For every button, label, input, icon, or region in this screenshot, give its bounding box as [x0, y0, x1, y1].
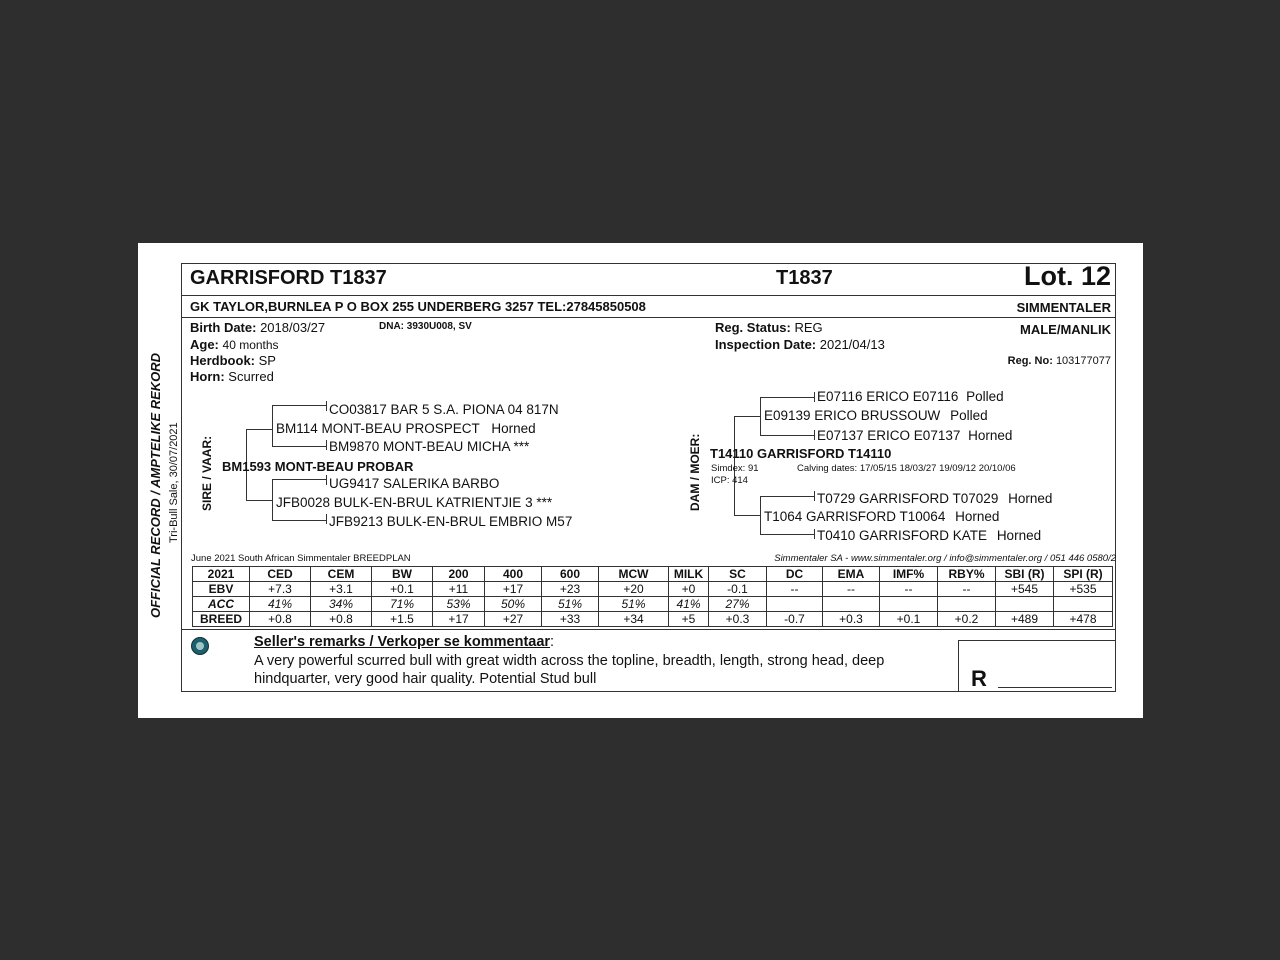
inspection-date-label: Inspection Date:	[715, 337, 817, 352]
ebv-table	[192, 566, 1113, 627]
ebv-cell: +11	[433, 582, 485, 597]
acc-cell: 41%	[250, 597, 311, 612]
breed-cell: +27	[485, 612, 542, 627]
dam-sire-dam-name: E07137 ERICO E07137	[817, 428, 961, 443]
dam-dam-horn: Horned	[955, 509, 1000, 524]
birth-date-label: Birth Date:	[190, 320, 257, 335]
sire-label: SIRE / VAAR:	[200, 435, 214, 511]
herdbook-label: Herdbook:	[190, 353, 255, 368]
sire-sire-horn: Horned	[491, 421, 536, 436]
sire-dam-dam: JFB9213 BULK-EN-BRUL EMBRIO M57	[329, 514, 573, 529]
sire-sire-name: BM114 MONT-BEAU PROSPECT	[276, 421, 480, 436]
acc-cell: 71%	[372, 597, 433, 612]
age-value: 40 months	[222, 338, 279, 352]
sire-sire-sire: CO03817 BAR 5 S.A. PIONA 04 817N	[329, 402, 559, 417]
breed-cell: +0.1	[880, 612, 938, 627]
breedplan-caption: June 2021 South African Simmentaler BREEDPLAN	[191, 553, 411, 564]
remarks	[254, 634, 554, 650]
ebv-col-header: CED	[250, 567, 311, 582]
ebv-cell: +0.1	[372, 582, 433, 597]
ebv-cell: +17	[485, 582, 542, 597]
breed-cell: +33	[542, 612, 599, 627]
dam-simdex: Simdex: 91	[711, 463, 759, 474]
sale-label: Tri-Bull Sale, 30/07/2021	[168, 422, 180, 543]
breed-row	[193, 612, 1113, 627]
acc-cell: 53%	[433, 597, 485, 612]
sire-dam: JFB0028 BULK-EN-BRUL KATRIENTJIE 3 ***	[276, 495, 553, 510]
dam-dam-dam	[817, 528, 1041, 543]
breed-cell: +0.3	[823, 612, 880, 627]
remarks-colon: :	[550, 634, 555, 650]
ebv-col-header: SC	[709, 567, 767, 582]
herdbook-value: SP	[258, 353, 276, 368]
acc-row-label: ACC	[193, 597, 250, 612]
dam-name: T14110 GARRISFORD T14110	[710, 446, 892, 461]
sire-name: BM1593 MONT-BEAU PROBAR	[222, 459, 414, 474]
breed-cell: -0.7	[767, 612, 823, 627]
breed-cell: +34	[599, 612, 669, 627]
ebv-cell: +7.3	[250, 582, 311, 597]
ebv-col-header: 200	[433, 567, 485, 582]
dam-sire-dam	[817, 428, 1012, 443]
dam-dam-sire	[817, 491, 1052, 506]
dam-dam	[764, 509, 999, 524]
ebv-col-header: 2021	[193, 567, 250, 582]
herdbook	[190, 353, 276, 368]
dam-sire	[764, 408, 988, 423]
acc-cell	[823, 597, 880, 612]
reg-status-label: Reg. Status:	[715, 320, 791, 335]
ebv-header-row	[193, 567, 1113, 582]
reg-status-value: REG	[794, 320, 823, 335]
inspection-date	[715, 337, 885, 352]
breed-cell: +0.8	[311, 612, 372, 627]
breed-cell: +478	[1054, 612, 1113, 627]
ebv-col-header: EMA	[823, 567, 880, 582]
ebv-col-header: MCW	[599, 567, 669, 582]
birth-date	[190, 320, 325, 335]
ebv-cell: --	[938, 582, 996, 597]
breed-cell: +489	[996, 612, 1054, 627]
acc-cell	[767, 597, 823, 612]
ebv-cell: +0	[669, 582, 709, 597]
reg-no	[1008, 355, 1111, 367]
remarks-line-2: hindquarter, very good hair quality. Potential Stud bull	[254, 671, 597, 687]
breed: SIMMENTALER	[1016, 300, 1111, 315]
ebv-cell: --	[823, 582, 880, 597]
ebv-cell: --	[767, 582, 823, 597]
simmentaler-logo-icon	[191, 637, 209, 655]
reg-no-label: Reg. No:	[1007, 355, 1053, 367]
dam-sire-sire-name: E07116 ERICO E07116	[817, 389, 959, 404]
dam-sire-poll: Polled	[950, 408, 988, 423]
ebv-col-header: IMF%	[880, 567, 938, 582]
ebv-cell: +20	[599, 582, 669, 597]
breedplan-contact: Simmentaler SA - www.simmentaler.org / info@simmentaler.org / 051 446 0580/2	[774, 553, 1116, 564]
dam-sire-name: E09139 ERICO BRUSSOUW	[764, 408, 941, 423]
ebv-col-header: 400	[485, 567, 542, 582]
dna: DNA: 3930U008, SV	[379, 321, 472, 332]
dam-dam-dam-name: T0410 GARRISFORD KATE	[817, 528, 988, 543]
dam-dam-dam-horn: Horned	[996, 528, 1042, 543]
ebv-row-label: EBV	[193, 582, 250, 597]
breed-cell: +1.5	[372, 612, 433, 627]
ebv-col-header: MILK	[669, 567, 709, 582]
dam-sire-dam-horn: Horned	[968, 428, 1013, 443]
acc-cell: 51%	[542, 597, 599, 612]
lot-card	[138, 243, 1143, 718]
breed-cell: +5	[669, 612, 709, 627]
ebv-col-header: SBI (R)	[996, 567, 1054, 582]
inspection-date-value: 2021/04/13	[819, 337, 885, 352]
acc-cell: 27%	[709, 597, 767, 612]
reg-status	[715, 320, 823, 335]
birth-date-value: 2018/03/27	[260, 320, 326, 335]
owner-line: GK TAYLOR,BURNLEA P O BOX 255 UNDERBERG 3257 TEL:27845850508	[190, 299, 646, 314]
ebv-col-header: BW	[372, 567, 433, 582]
acc-cell: 41%	[669, 597, 709, 612]
reg-no-value: 103177077	[1055, 355, 1111, 367]
acc-cell: 34%	[311, 597, 372, 612]
ebv-cell: +23	[542, 582, 599, 597]
acc-cell	[1054, 597, 1113, 612]
official-record-label: OFFICIAL RECORD / AMPTELIKE REKORD	[148, 352, 163, 618]
sex: MALE/MANLIK	[1020, 322, 1111, 337]
sire-sire	[276, 421, 536, 436]
dam-icp: ICP: 414	[711, 475, 748, 486]
acc-cell	[880, 597, 938, 612]
breed-cell: +0.2	[938, 612, 996, 627]
ebv-cell: --	[880, 582, 938, 597]
remarks-title: Seller's remarks / Verkoper se kommentaar	[254, 634, 551, 650]
animal-name: GARRISFORD T1837	[190, 267, 387, 289]
dam-dam-sire-horn: Horned	[1008, 491, 1053, 506]
age-label: Age:	[190, 337, 219, 352]
price-line	[998, 687, 1112, 688]
ebv-col-header: 600	[542, 567, 599, 582]
breed-cell: +0.8	[250, 612, 311, 627]
acc-cell	[938, 597, 996, 612]
animal-id: T1837	[776, 267, 833, 289]
dam-label: DAM / MOER:	[688, 433, 702, 511]
acc-row	[193, 597, 1113, 612]
ebv-col-header: DC	[767, 567, 823, 582]
remarks-line-1: A very powerful scurred bull with great width across the topline, breadth, length, strong head, deep	[254, 653, 885, 669]
dam-dam-sire-name: T0729 GARRISFORD T07029	[817, 491, 999, 506]
sire-sire-dam: BM9870 MONT-BEAU MICHA ***	[329, 439, 530, 454]
breed-cell: +17	[433, 612, 485, 627]
dam-dam-name: T1064 GARRISFORD T10064	[764, 509, 946, 524]
lot-number: Lot. 12	[1023, 261, 1111, 291]
breed-row-label: BREED	[193, 612, 250, 627]
horn	[190, 369, 274, 384]
breed-cell: +0.3	[709, 612, 767, 627]
dam-sire-sire-poll: Polled	[966, 389, 1004, 404]
ebv-cell: -0.1	[709, 582, 767, 597]
price-label: R	[971, 666, 987, 691]
horn-label: Horn:	[190, 369, 225, 384]
ebv-col-header: SPI (R)	[1054, 567, 1113, 582]
ebv-cell: +545	[996, 582, 1054, 597]
sire-dam-sire: UG9417 SALERIKA BARBO	[329, 476, 500, 491]
ebv-col-header: CEM	[311, 567, 372, 582]
age	[190, 337, 279, 352]
ebv-cell: +3.1	[311, 582, 372, 597]
ebv-row	[193, 582, 1113, 597]
ebv-cell: +535	[1054, 582, 1113, 597]
horn-value: Scurred	[228, 369, 274, 384]
dam-calving-dates: Calving dates: 17/05/15 18/03/27 19/09/12 20/10/06	[797, 463, 1016, 474]
ebv-col-header: RBY%	[938, 567, 996, 582]
acc-cell	[996, 597, 1054, 612]
acc-cell: 50%	[485, 597, 542, 612]
dam-sire-sire	[817, 389, 1004, 404]
acc-cell: 51%	[599, 597, 669, 612]
